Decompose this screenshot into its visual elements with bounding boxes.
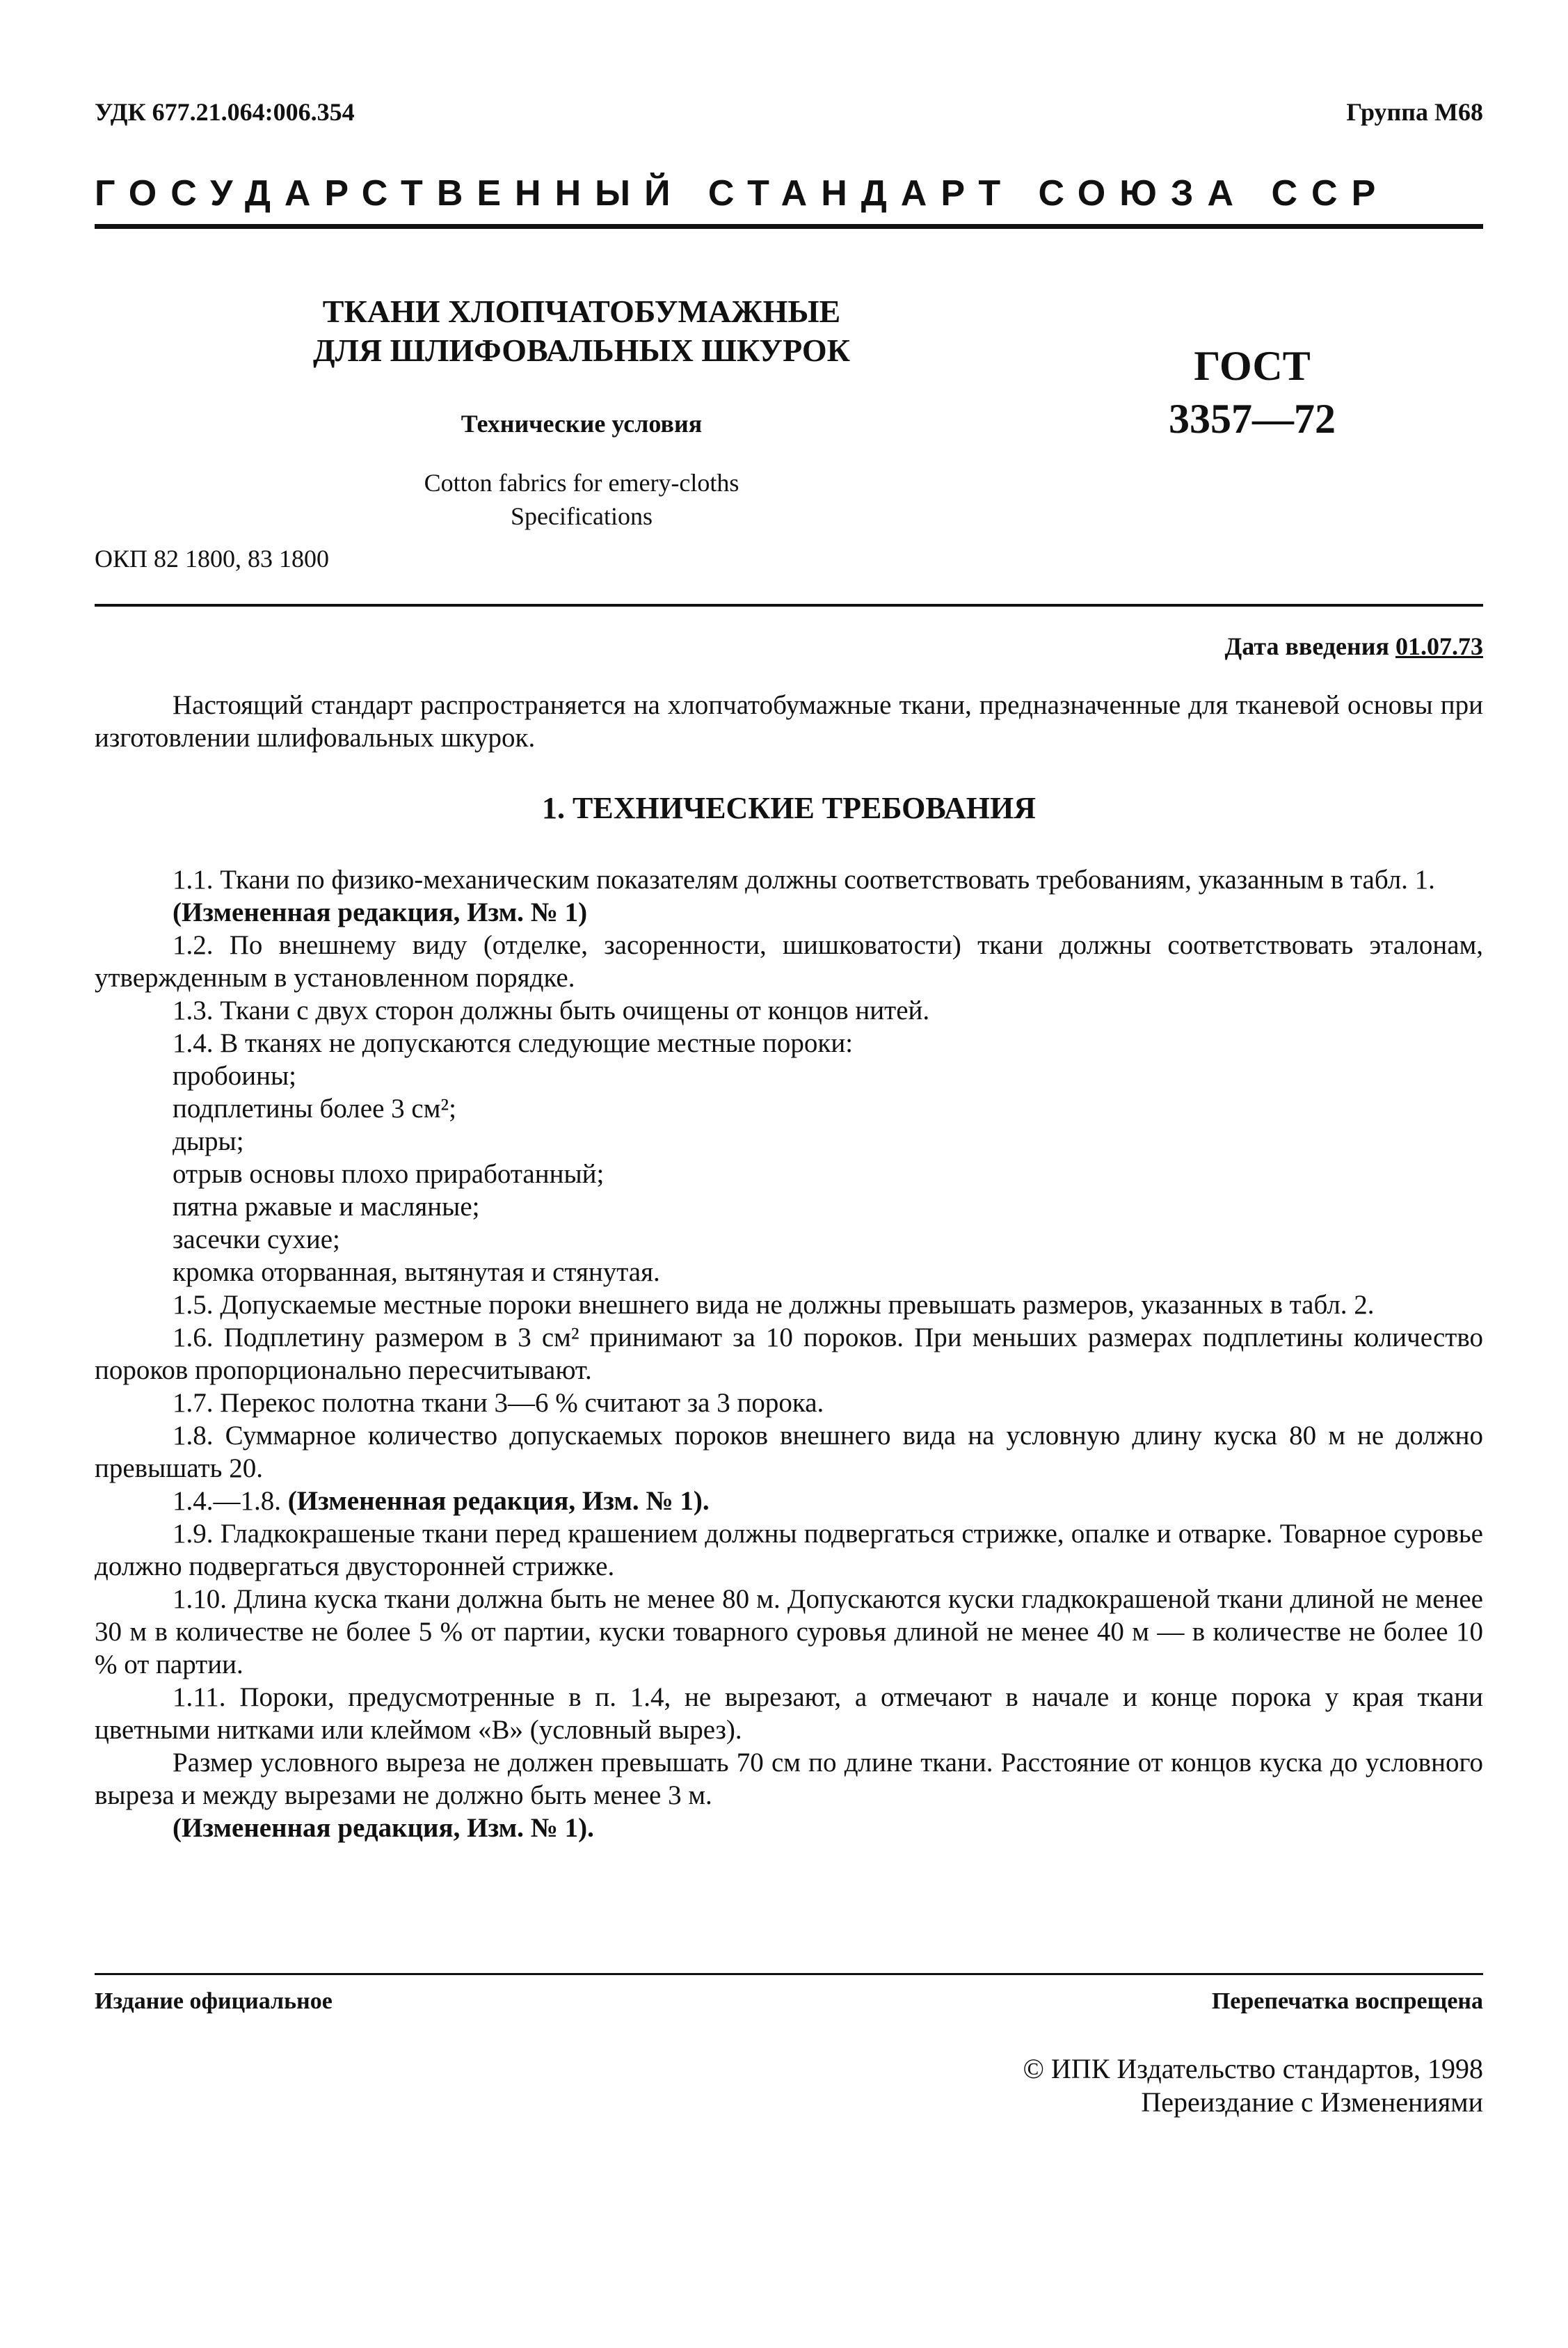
revision-note: (Измененная редакция, Изм. № 1) (173, 897, 588, 927)
revision-note: (Измененная редакция, Изм. № 1). (173, 1813, 594, 1843)
copyright-block (1023, 2052, 1483, 2119)
revision-range: 1.4.—1.8. (173, 1486, 281, 1516)
defect-list-item: кромка оторванная, вытянутая и стянутая. (173, 1257, 660, 1287)
footer-divider (95, 1973, 1483, 1975)
state-standard-title: ГОСУДАРСТВЕННЫЙ СТАНДАРТ СОЮЗА ССР (95, 173, 1390, 214)
english-title-line2: Specifications (511, 502, 653, 530)
paragraph-1-11-continued: Размер условного выреза не должен превышать 70 см по длине ткани. Расстояние от концов куска до условного выреза и между вырезами не должно быть менее 3 м. (95, 1748, 1483, 1810)
copyright-line: © ИПК Издательство стандартов, 1998 (1023, 2053, 1483, 2084)
defect-list-item: отрыв основы плохо приработанный; (173, 1159, 605, 1189)
official-edition-label: Издание официальное (95, 1988, 333, 2014)
paragraph-1-8: 1.8. Суммарное количество допускаемых пороков внешнего вида на условную длину куска 80 м не должно превышать 20. (95, 1421, 1483, 1483)
paragraph-1-10: 1.10. Длина куска ткани должна быть не менее 80 м. Допускаются куски гладкокрашеной ткани длиной не менее 30 м в количестве не более 5 % от партии, куски товарного суровья длиной не менее 40 м — в количестве не более 10 % от партии. (95, 1584, 1483, 1679)
paragraph-1-1: 1.1. Ткани по физико-механическим показателям должны соответствовать требованиям, указанным в табл. 1. (173, 865, 1435, 895)
defect-list-item: дыры; (173, 1126, 244, 1156)
intro-paragraph: Настоящий стандарт распространяется на хлопчатобумажные ткани, предназначенные для тканевой основы при изготовлении шлифовальных шкурок. (95, 690, 1483, 753)
paragraph-1-7: 1.7. Перекос полотна ткани 3—6 % считают за 3 порока. (173, 1388, 824, 1418)
udk-code: УДК 677.21.064:006.354 (95, 98, 355, 126)
defect-list-item: пробоины; (173, 1061, 296, 1091)
paragraph-1-11: 1.11. Пороки, предусмотренные в п. 1.4, не вырезают, а отмечают в начале и конце порока у края ткани цветными нитками или клеймом «В» (условный вырез). (95, 1682, 1483, 1745)
gost-designation (1043, 340, 1461, 445)
title-block (95, 292, 1069, 533)
english-title (95, 466, 1069, 533)
standard-title-line1: ТКАНИ ХЛОПЧАТОБУМАЖНЫЕ (322, 294, 841, 329)
intro-date-label: Дата введения (1224, 632, 1389, 660)
defect-list-item: подплетины более 3 см²; (173, 1094, 456, 1124)
revision-note-range (95, 1485, 1483, 1517)
paragraph-1-5: 1.5. Допускаемые местные пороки внешнего вида не должны превышать размеров, указанных в табл. 2. (173, 1290, 1375, 1320)
english-title-line1: Cotton fabrics for emery-cloths (424, 469, 739, 497)
standard-title-line2: ДЛЯ ШЛИФОВАЛЬНЫХ ШКУРОК (312, 333, 851, 368)
paragraph-1-6: 1.6. Подплетину размером в 3 см² принимают за 10 пороков. При меньших размерах подплетины количество пороков пропорционально пересчитывают. (95, 1323, 1483, 1385)
revision-note: (Измененная редакция, Изм. № 1). (287, 1486, 710, 1516)
standard-subtitle: Технические условия (461, 410, 703, 438)
header-divider (95, 224, 1483, 229)
paragraph-1-4: 1.4. В тканях не допускаются следующие местные пороки: (173, 1028, 854, 1058)
paragraph-1-3: 1.3. Ткани с двух сторон должны быть очищены от концов нитей. (173, 996, 930, 1025)
reissue-line: Переиздание с Изменениями (1141, 2086, 1483, 2118)
document-body (95, 689, 1483, 1844)
gost-label: ГОСТ (1194, 343, 1311, 389)
gost-number: 3357—72 (1169, 396, 1336, 442)
intro-date-value: 01.07.73 (1395, 632, 1483, 660)
reprint-prohibited-label: Перепечатка воспрещена (1211, 1988, 1483, 2014)
paragraph-1-2: 1.2. По внешнему виду (отделке, засоренности, шишковатости) ткани должны соответствовать эталонам, утвержденным в установленном порядке. (95, 930, 1483, 993)
section-title: 1. ТЕХНИЧЕСКИЕ ТРЕБОВАНИЯ (542, 791, 1036, 825)
intro-date (1225, 632, 1484, 661)
group-code: Группа М68 (1346, 98, 1483, 126)
title-divider (95, 604, 1483, 607)
okp-code: ОКП 82 1800, 83 1800 (95, 545, 330, 573)
paragraph-1-9: 1.9. Гладкокрашеные ткани перед крашением должны подвергаться стрижке, опалке и отварке. Товарное суровье должно подвергаться двусторонней стрижке. (95, 1519, 1483, 1581)
defect-list-item: пятна ржавые и масляные; (173, 1192, 480, 1222)
defect-list-item: засечки сухие; (173, 1224, 340, 1254)
